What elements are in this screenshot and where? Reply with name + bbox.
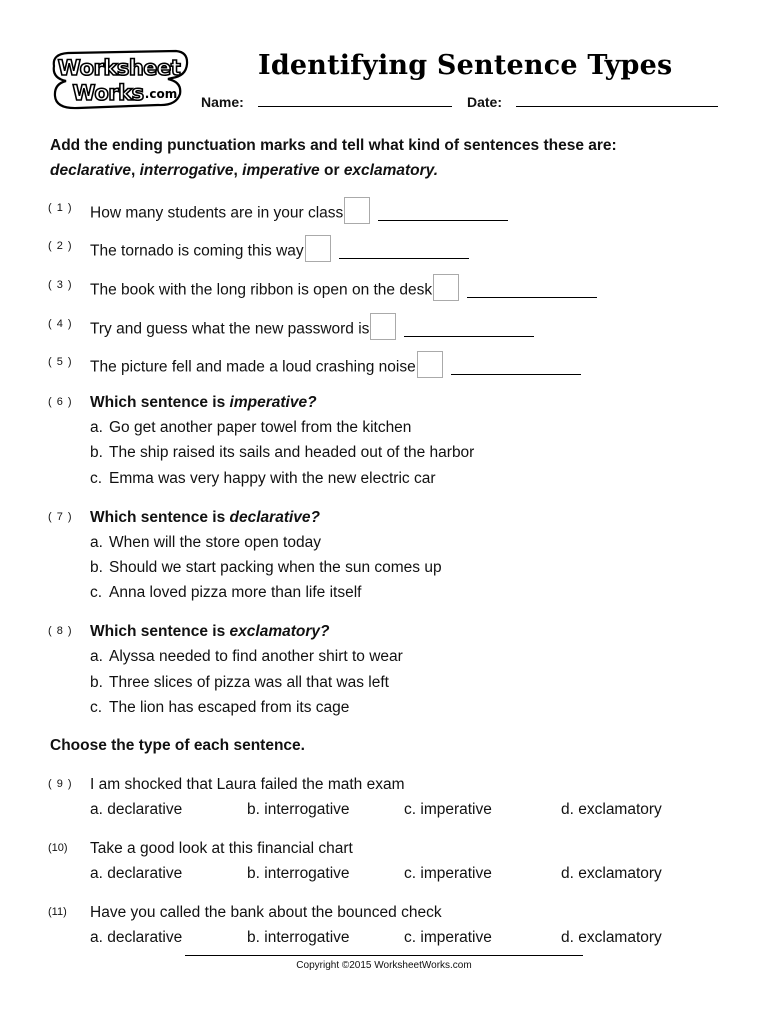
- answer-line[interactable]: [467, 297, 597, 298]
- choice-option[interactable]: [90, 470, 435, 488]
- punctuation-question: [90, 354, 581, 381]
- question-type: imperative?: [229, 394, 317, 411]
- choice-option[interactable]: [90, 534, 321, 552]
- type-option[interactable]: [404, 801, 492, 819]
- choice-question-heading: [90, 623, 330, 641]
- type-option[interactable]: [90, 801, 182, 819]
- option-letter: c.: [404, 865, 417, 882]
- name-field-line[interactable]: [258, 106, 452, 107]
- type-option[interactable]: [561, 801, 662, 819]
- question-prefix: Which sentence is: [90, 509, 230, 526]
- svg-text:.com: .com: [144, 87, 178, 101]
- instruction-line-1: Add the ending punctuation marks and tell what kind of sentences these are:: [50, 137, 617, 154]
- question-number: ( 2 ): [48, 240, 73, 252]
- option-letter: b.: [90, 444, 103, 461]
- type-option[interactable]: [561, 865, 662, 883]
- question-type: declarative?: [229, 509, 321, 526]
- choice-option[interactable]: [90, 699, 349, 717]
- option-letter: c.: [404, 801, 417, 818]
- punctuation-box[interactable]: [370, 313, 396, 340]
- or-word: or: [319, 162, 344, 179]
- choice-option[interactable]: [90, 559, 442, 577]
- question-number: ( 7 ): [48, 511, 73, 523]
- option-text: The lion has escaped from its cage: [109, 699, 350, 716]
- answer-line[interactable]: [404, 336, 534, 337]
- punctuation-box[interactable]: [433, 274, 459, 301]
- option-letter: a.: [90, 419, 103, 436]
- question-number: (11): [48, 906, 67, 918]
- instruction-period: .: [433, 162, 439, 179]
- option-letter: a.: [90, 801, 103, 818]
- question-text: The book with the long ribbon is open on the desk: [90, 281, 433, 299]
- choice-option[interactable]: [90, 584, 361, 602]
- type-option[interactable]: [404, 865, 492, 883]
- choice-question-heading: [90, 394, 317, 412]
- answer-line[interactable]: [451, 374, 581, 375]
- question-number: ( 5 ): [48, 356, 73, 368]
- option-text: interrogative: [264, 865, 350, 882]
- question-number: ( 8 ): [48, 625, 73, 637]
- question-number: ( 9 ): [48, 778, 73, 790]
- punctuation-question: [90, 200, 508, 227]
- option-letter: a.: [90, 648, 103, 665]
- punctuation-box[interactable]: [344, 197, 370, 224]
- question-text: The tornado is coming this way: [90, 242, 304, 260]
- date-field-line[interactable]: [516, 106, 718, 107]
- punctuation-question: [90, 238, 469, 265]
- option-text: declarative: [107, 929, 183, 946]
- question-number: ( 1 ): [48, 202, 73, 214]
- option-text: imperative: [420, 929, 492, 946]
- date-label: Date:: [467, 94, 503, 110]
- punctuation-question: [90, 316, 534, 343]
- option-text: imperative: [420, 801, 492, 818]
- question-number: ( 6 ): [48, 396, 73, 408]
- type-interrogative: interrogative: [139, 162, 234, 179]
- option-letter: b.: [247, 929, 260, 946]
- copyright-text: Copyright ©2015 WorksheetWorks.com: [296, 960, 472, 971]
- question-number: (10): [48, 842, 68, 854]
- instruction-line-2: [50, 162, 438, 180]
- type-declarative: declarative: [50, 162, 131, 179]
- type-option[interactable]: [90, 865, 182, 883]
- type-question-text: I am shocked that Laura failed the math exam: [90, 776, 405, 793]
- option-text: declarative: [107, 865, 183, 882]
- answer-line[interactable]: [339, 258, 469, 259]
- option-letter: a.: [90, 534, 103, 551]
- punctuation-box[interactable]: [417, 351, 443, 378]
- option-text: The ship raised its sails and headed out of the harbor: [109, 444, 475, 461]
- sep-1: ,: [131, 162, 140, 179]
- logo-graphic: [48, 48, 190, 112]
- type-option[interactable]: [247, 929, 350, 947]
- worksheetworks-logo: [48, 48, 190, 112]
- option-text: exclamatory: [578, 801, 662, 818]
- option-text: Anna loved pizza more than life itself: [109, 584, 362, 601]
- question-prefix: Which sentence is: [90, 394, 230, 411]
- footer-divider: [185, 955, 583, 956]
- question-text: Try and guess what the new password is: [90, 320, 370, 338]
- option-letter: b.: [90, 674, 103, 691]
- option-text: Should we start packing when the sun comes up: [109, 559, 442, 576]
- option-text: When will the store open today: [109, 534, 321, 551]
- option-text: imperative: [420, 865, 492, 882]
- name-label: Name:: [201, 94, 244, 110]
- option-text: Emma was very happy with the new electric car: [109, 470, 436, 487]
- option-text: interrogative: [264, 929, 350, 946]
- option-text: exclamatory: [578, 865, 662, 882]
- option-text: interrogative: [264, 801, 350, 818]
- worksheet-title: Identifying Sentence Types: [258, 50, 673, 81]
- option-text: Alyssa needed to find another shirt to wear: [109, 648, 403, 665]
- type-option[interactable]: [247, 865, 350, 883]
- svg-text:Works: Works: [72, 81, 144, 105]
- question-prefix: Which sentence is: [90, 623, 230, 640]
- option-letter: b.: [90, 559, 103, 576]
- choice-option[interactable]: [90, 648, 403, 666]
- option-letter: b.: [247, 801, 260, 818]
- option-letter: c.: [404, 929, 417, 946]
- type-imperative: imperative: [242, 162, 320, 179]
- type-option[interactable]: [561, 929, 662, 947]
- type-question-text: Have you called the bank about the bounced check: [90, 904, 442, 921]
- svg-text:Worksheet: Worksheet: [57, 56, 181, 80]
- option-text: exclamatory: [578, 929, 662, 946]
- choice-option[interactable]: [90, 674, 389, 692]
- choice-question-heading: [90, 509, 320, 527]
- option-letter: d.: [561, 929, 574, 946]
- answer-line[interactable]: [378, 220, 508, 221]
- type-question-text: Take a good look at this financial chart: [90, 840, 353, 857]
- choice-option[interactable]: [90, 419, 411, 437]
- choice-option[interactable]: [90, 444, 474, 462]
- question-text: How many students are in your class: [90, 204, 344, 222]
- type-option[interactable]: [247, 801, 350, 819]
- type-exclamatory: exclamatory: [343, 162, 434, 179]
- option-letter: d.: [561, 865, 574, 882]
- option-letter: c.: [90, 584, 103, 601]
- option-letter: c.: [90, 470, 103, 487]
- choose-heading: Choose the type of each sentence.: [50, 737, 305, 754]
- option-letter: b.: [247, 865, 260, 882]
- question-type: exclamatory?: [229, 623, 330, 640]
- option-letter: a.: [90, 865, 103, 882]
- punctuation-question: [90, 277, 597, 304]
- question-number: ( 4 ): [48, 318, 73, 330]
- type-option[interactable]: [404, 929, 492, 947]
- option-text: declarative: [107, 801, 183, 818]
- option-text: Go get another paper towel from the kitchen: [109, 419, 412, 436]
- type-option[interactable]: [90, 929, 182, 947]
- punctuation-box[interactable]: [305, 235, 331, 262]
- question-text: The picture fell and made a loud crashing noise: [90, 358, 416, 376]
- option-letter: a.: [90, 929, 103, 946]
- option-text: Three slices of pizza was all that was left: [109, 674, 389, 691]
- option-letter: c.: [90, 699, 103, 716]
- option-letter: d.: [561, 801, 574, 818]
- sep-2: ,: [233, 162, 243, 179]
- question-number: ( 3 ): [48, 279, 73, 291]
